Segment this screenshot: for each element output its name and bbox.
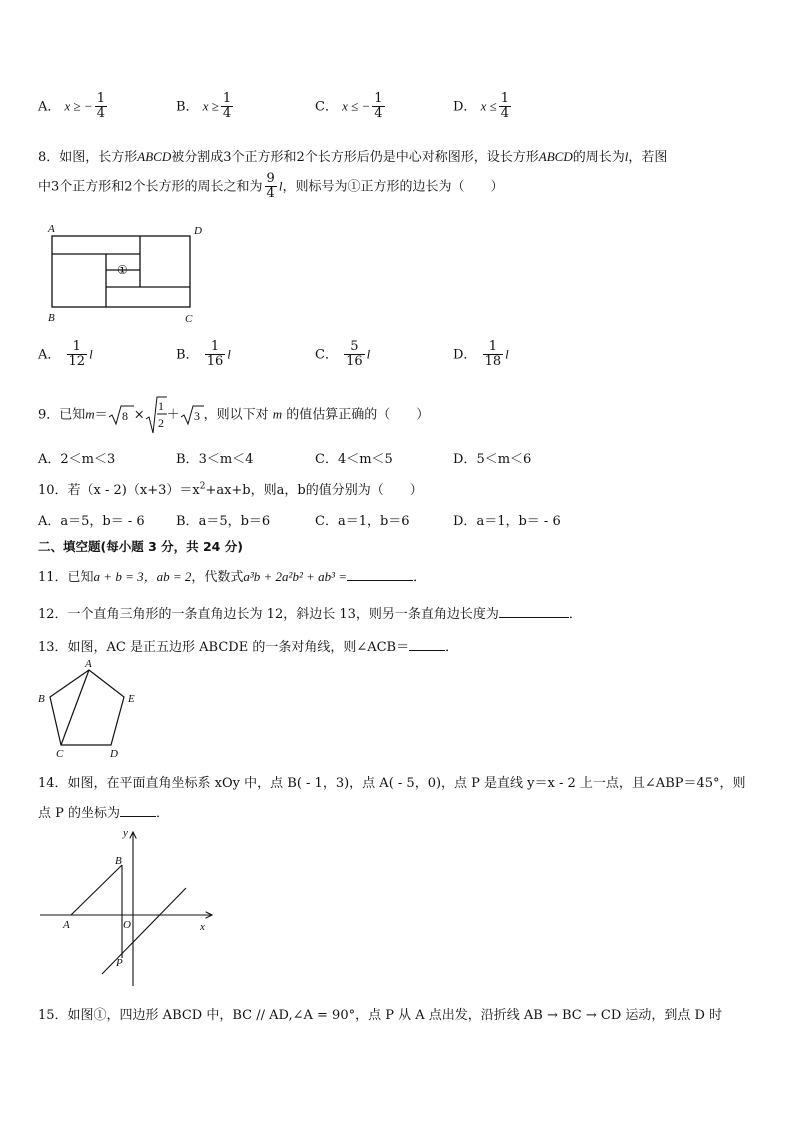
q13-pentagon-figure <box>34 656 144 762</box>
sqrt-3 <box>180 404 204 426</box>
q8-option-d: D． $\frac{1}{18}$ l <box>453 339 509 370</box>
sqrt-8 <box>108 404 134 426</box>
q11-stem: 11．已知a + b = 3，ab = 2，代数式a³b + 2a²b² + ab³ = ． <box>38 569 427 585</box>
q9-option-a: A．2＜m＜3 <box>38 452 116 467</box>
segment-ab <box>71 865 122 915</box>
q15-stem: 15．如图①，四边形 ABCD 中，BC // AD,∠A = 90°，点 P 从 A 点出发，沿折线 AB → BC → CD 运动，到点 D 时 <box>38 1008 723 1023</box>
q7-option-c: C． x ≤ − $\frac{1}{4}$ <box>315 91 383 122</box>
radical-sign-icon <box>108 404 134 426</box>
label-x: x <box>200 921 205 933</box>
section-heading: 二、填空题(每小题 3 分，共 24 分) <box>38 539 243 554</box>
q8-line2: 中3个正方形和2个长方形的周长之和为 $\frac{9}{4}$ l，则标号为①正方形的边长为（ ） <box>38 171 504 202</box>
fraction: $\frac{1}{4}$ <box>374 91 383 122</box>
label-b: B <box>115 855 122 867</box>
q13-stem: 13．如图，AC 是正五边形 ABCDE 的一条对角线，则∠ACB＝ ． <box>38 640 459 655</box>
label-a: A <box>63 919 70 931</box>
label-c: C <box>185 313 193 325</box>
q7-option-a: A． x ≥ − $\frac{1}{4}$ <box>38 91 105 122</box>
q9-option-d: D．5＜m＜6 <box>453 452 532 467</box>
fraction: $\frac{9}{4}$ <box>266 171 275 202</box>
label-y: y <box>123 827 128 839</box>
q10-stem: 10．若$(x - 2)(x+3)=x^2+ax+b$，则a，b的值分别为（ ） <box>38 481 423 498</box>
q8-option-c: C． $\frac{5}{16}$ l <box>315 339 371 370</box>
q8-line1: 8．如图，长方形ABCD被分割成3个正方形和2个长方形后仍是中心对称图形，设长方形ABCD的周长为l，若图 <box>38 149 668 165</box>
pentagon <box>50 670 124 745</box>
q9-option-c: C．4＜m＜5 <box>315 452 393 467</box>
q10-option-c: C．a＝1，b＝6 <box>315 514 410 529</box>
fraction: $\frac{5}{16}$ <box>346 339 363 370</box>
label-d: D <box>194 225 202 237</box>
fraction: $\frac{1}{12}$ <box>68 339 86 370</box>
svg-text:8: 8 <box>121 409 128 423</box>
label-b: B <box>38 693 45 705</box>
q7-option-d: D． x ≤ $\frac{1}{4}$ <box>453 91 510 122</box>
answer-blank[interactable] <box>409 638 445 651</box>
label-a: A <box>85 658 92 670</box>
q8-option-a: A． $\frac{1}{12}$ l <box>38 339 93 370</box>
q10-option-a: A．a＝5，b＝ - 6 <box>38 514 145 529</box>
fraction: $\frac{1}{4}$ <box>500 91 510 122</box>
q7-option-b: B． x ≥ $\frac{1}{4}$ <box>176 91 232 122</box>
fraction: $\frac{1}{4}$ <box>96 91 105 122</box>
fraction: $\frac{1}{16}$ <box>206 339 224 370</box>
label-b: B <box>48 312 55 324</box>
square-mark-1: ① <box>117 263 128 277</box>
answer-blank[interactable] <box>499 605 569 618</box>
q10-option-d: D．a＝1，b＝ - 6 <box>453 514 561 529</box>
line-y-eq-x-minus-2 <box>102 888 186 974</box>
svg-text:1: 1 <box>157 399 164 413</box>
label-d: D <box>110 748 118 760</box>
answer-blank[interactable] <box>120 804 156 817</box>
q14-coordinate-figure <box>34 822 224 992</box>
q8-option-b: B． $\frac{1}{16}$ l <box>176 339 231 370</box>
svg-text:3: 3 <box>193 409 200 423</box>
fraction: $\frac{1}{4}$ <box>222 91 232 122</box>
q9-option-b: B．3＜m＜4 <box>176 452 254 467</box>
fraction: $\frac{1}{18}$ <box>484 339 502 370</box>
diagonal-ac <box>61 670 89 745</box>
svg-text:2: 2 <box>157 416 164 430</box>
answer-blank[interactable] <box>347 568 413 581</box>
radical-sign-icon <box>145 395 167 435</box>
q10-option-b: B．a＝5，b＝6 <box>176 514 271 529</box>
q8-rectangle-figure <box>44 220 214 328</box>
label-a: A <box>48 223 55 235</box>
q9-stem: 9．已知m＝ 8 × 1 2 ＋ 3 ，则以下对 m 的值估算正确的（ ） <box>38 395 429 435</box>
q12-stem: 12．一个直角三角形的一条直角边长为 12，斜边长 13，则另一条直角边长度为 ． <box>38 607 582 622</box>
label-o: O <box>123 919 131 931</box>
q14-line2: 点 P 的坐标为 ． <box>38 806 170 821</box>
label-e: E <box>128 693 135 705</box>
label-c: C <box>56 748 64 760</box>
q14-line1: 14．如图，在平面直角坐标系 xOy 中，点 B( - 1，3)，点 A( - 5，0)，点 P 是直线 y＝x - 2 上一点，且∠ABP＝45°，则 <box>38 776 746 791</box>
label-p: P <box>116 957 123 969</box>
radical-sign-icon <box>180 404 204 426</box>
sqrt-half <box>145 395 167 435</box>
